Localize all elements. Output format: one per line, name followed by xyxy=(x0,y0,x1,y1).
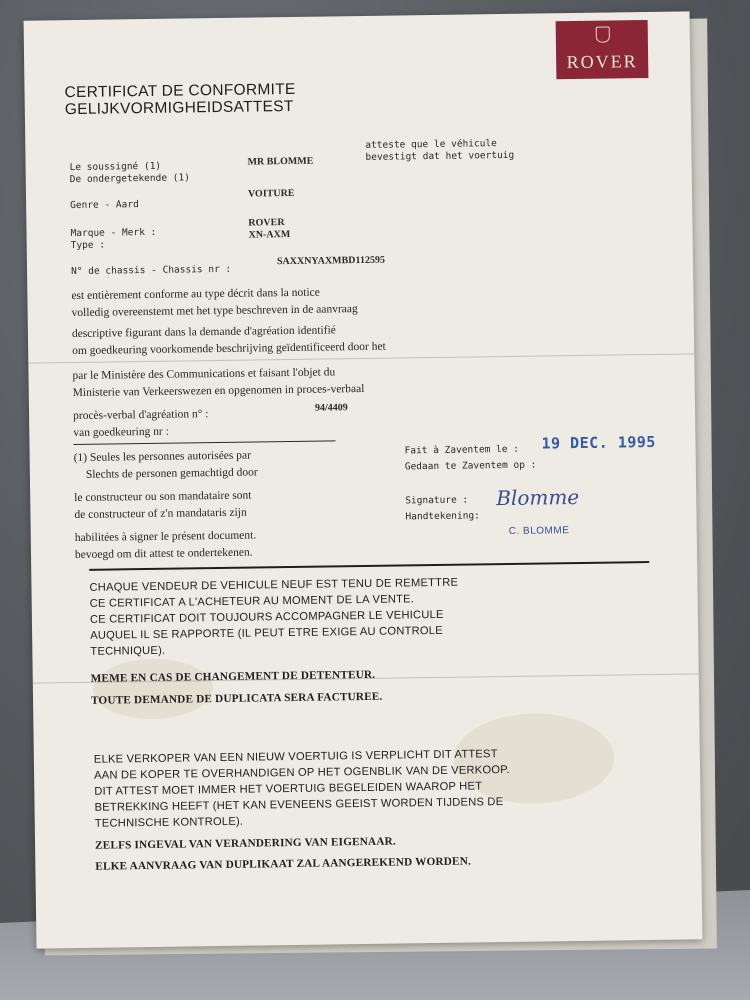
pv-label-fr: procès-verbal d'agréation n° : xyxy=(72,408,209,423)
marque-value: ROVER xyxy=(248,217,285,229)
notice-line: TECHNIQUE). xyxy=(90,644,166,658)
marque-type-value xyxy=(248,217,290,242)
notice-nl xyxy=(94,746,511,832)
signature-label-fr: Signature : xyxy=(405,494,469,507)
pv-number: 94/4409 xyxy=(314,402,348,414)
conformity-line: volledig overeenstemt met het type beschreven in de aanvraag xyxy=(71,303,358,320)
gedaan-label: Gedaan te Zaventem op : xyxy=(404,459,537,473)
signing-place-label xyxy=(404,442,536,476)
notice-nl-bold xyxy=(95,831,471,878)
undersigned-value: MR BLOMME xyxy=(247,155,314,168)
marque-type-label xyxy=(70,227,156,252)
undersigned-label xyxy=(70,160,190,186)
footnote xyxy=(74,447,259,564)
notice-fr xyxy=(89,575,459,660)
conformity-block-2 xyxy=(72,322,386,360)
date-stamp: 19 DEC. 1995 xyxy=(541,432,656,453)
signature-label-nl: Handtekening: xyxy=(405,510,480,523)
footnote-line: (1) Seules les personnes autorisées par xyxy=(73,449,251,465)
marque-label: Marque - Merk : xyxy=(70,226,157,240)
conformity-line: descriptive figurant dans la demande d'agréation identifié xyxy=(71,324,336,341)
notice-line: CE CERTIFICAT DOIT TOUJOURS ACCOMPAGNER LE VEHICULE xyxy=(89,608,444,626)
conformity-block-3 xyxy=(72,364,364,402)
notice-bold-line: ELKE AANVRAAG VAN DUPLIKAAT ZAL AANGEREKEND WORDEN. xyxy=(95,855,472,873)
certificate-document xyxy=(24,11,703,948)
type-value: XN-AXM xyxy=(248,228,291,241)
rover-logo-text: ROVER xyxy=(566,51,638,73)
pv-label xyxy=(73,406,209,442)
notice-line: CE CERTIFICAT A L'ACHETEUR AU MOMENT DE LA VENTE. xyxy=(89,593,415,610)
notice-bold-line: MEME EN CAS DE CHANGEMENT DE DETENTEUR. xyxy=(90,668,376,685)
handwritten-signature: Blomme xyxy=(496,484,580,511)
notice-line: BETREKKING HEEFT (HET KAN EVENEENS GEEIST WORDEN TIJDENS DE xyxy=(94,796,504,814)
notice-line: AAN DE KOPER TE OVERHANDIGEN OP HET OGENBLIK VAN DE VERKOOP. xyxy=(94,763,510,782)
footnote-line: bevoegd om dit attest te ondertekenen. xyxy=(74,546,253,562)
footnote-line: de constructeur of z'n mandataris zijn xyxy=(74,506,247,522)
genre-label: Genre - Aard xyxy=(70,199,139,212)
notice-fr-bold xyxy=(91,664,383,712)
signer-name: C. BLOMME xyxy=(508,525,570,537)
rover-shield-icon xyxy=(596,27,610,43)
pv-label-nl: van goedkeuring nr : xyxy=(73,425,169,440)
document-title xyxy=(64,81,296,118)
chassis-value: SAXXNYAXMBD112595 xyxy=(276,254,385,268)
signature-label xyxy=(405,492,480,525)
undersigned-fr: Le soussigné (1) xyxy=(69,160,162,174)
footnote-line: habilitées à signer le présent document. xyxy=(74,529,257,545)
attest-nl: bevestigt dat het voertuig xyxy=(365,149,515,163)
title-nl: GELIJKVORMIGHEIDSATTEST xyxy=(64,97,294,119)
conformity-line: Ministerie van Verkeerswezen en opgenomen in proces-verbaal xyxy=(72,382,365,400)
genre-value: VOITURE xyxy=(247,187,295,200)
rover-logo xyxy=(556,20,649,79)
notice-line: TECHNISCHE KONTROLE). xyxy=(94,815,244,830)
attest-text xyxy=(365,138,514,164)
attest-fr: atteste que le véhicule xyxy=(365,138,497,151)
notice-line: CHAQUE VENDEUR DE VEHICULE NEUF EST TENU DE REMETTRE xyxy=(89,576,459,594)
conformity-block-1 xyxy=(71,284,358,322)
conformity-line: est entièrement conforme au type décrit dans la notice xyxy=(71,286,320,303)
type-label: Type : xyxy=(70,239,106,252)
conformity-line: om goedkeuring voorkomende beschrijving geïdentificeerd door het xyxy=(72,340,386,358)
notice-bold-line: TOUTE DEMANDE DE DUPLICATA SERA FACTUREE. xyxy=(90,690,383,707)
title-fr: CERTIFICAT DE CONFORMITE xyxy=(64,80,296,102)
fait-label: Fait à Zaventem le : xyxy=(404,443,520,457)
undersigned-nl: De ondergetekende (1) xyxy=(69,172,190,186)
notice-bold-line: ZELFS INGEVAL VAN VERANDERING VAN EIGENAAR. xyxy=(94,835,396,852)
conformity-line: par le Ministère des Communications et faisant l'objet du xyxy=(72,366,336,383)
footnote-line: Slechts de personen gemachtigd door xyxy=(85,466,258,481)
chassis-label: N° de chassis - Chassis nr : xyxy=(70,263,232,278)
footnote-line: le constructeur ou son mandataire sont xyxy=(74,489,252,505)
notice-line: AUQUEL IL SE RAPPORTE (IL PEUT ETRE EXIGE AU CONTROLE xyxy=(90,624,443,642)
notice-line: ELKE VERKOPER VAN EEN NIEUW VOERTUIG IS VERPLICHT DIT ATTEST xyxy=(93,748,498,766)
notice-line: DIT ATTEST MOET IMMER HET VOERTUIG BEGELEIDEN WAAROP HET xyxy=(94,780,483,798)
